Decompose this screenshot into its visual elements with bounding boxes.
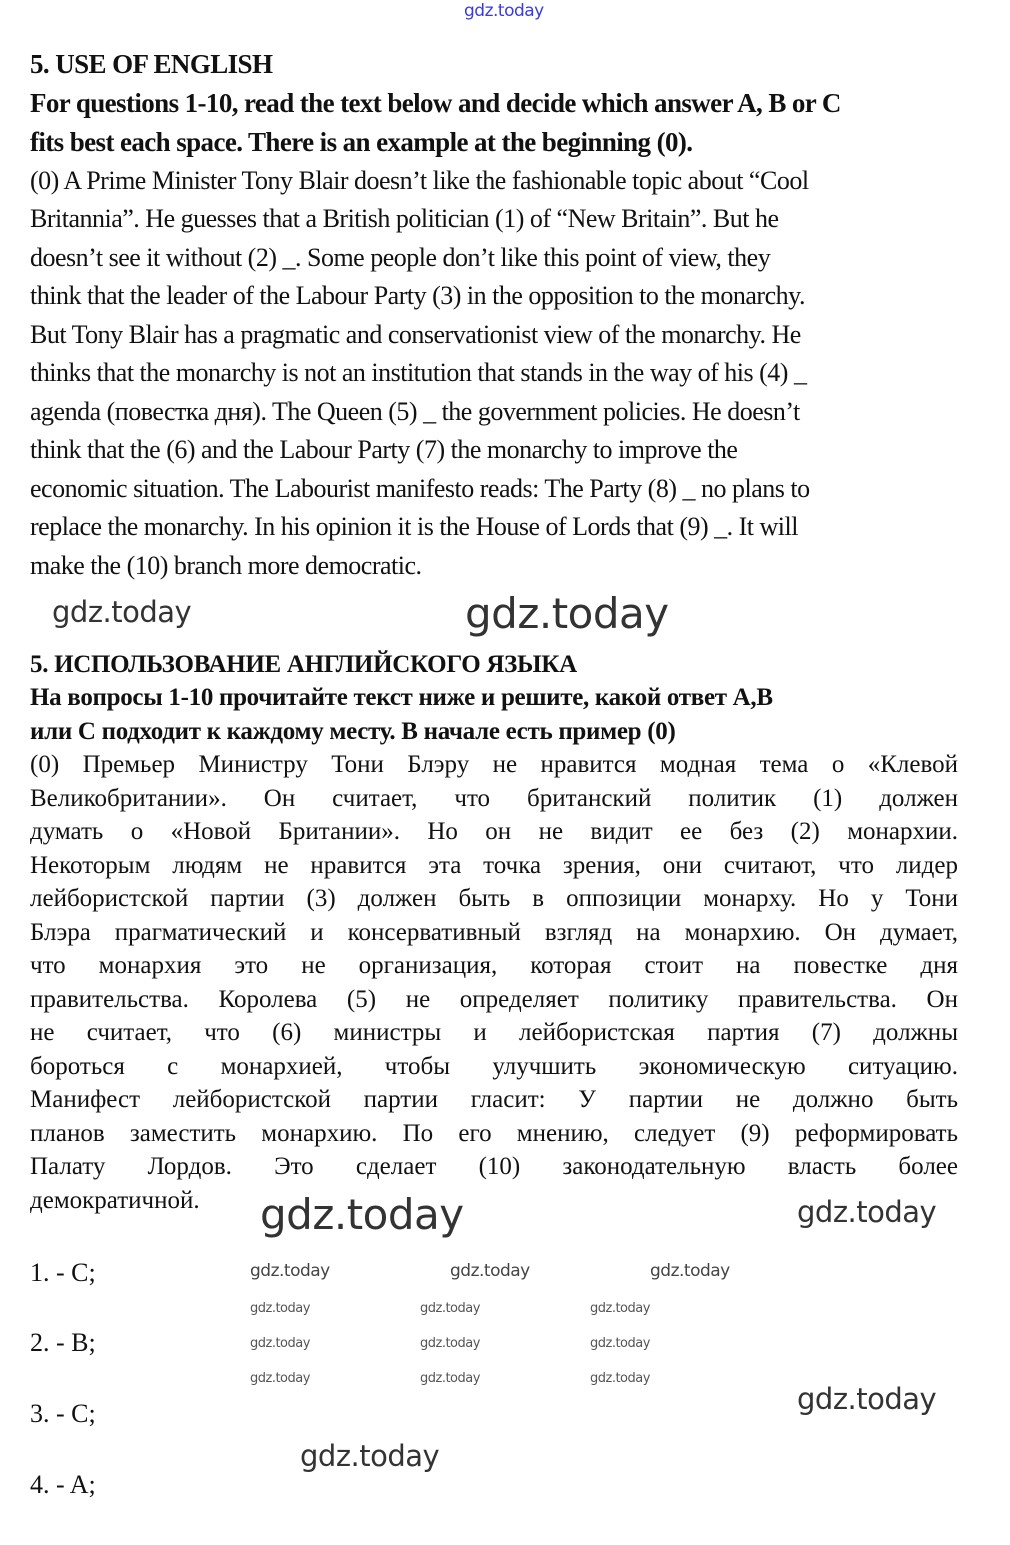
- watermark: gdz.today: [465, 589, 669, 638]
- watermark: gdz.today: [590, 1301, 650, 1316]
- russian-instructions-line: На вопросы 1-10 прочитайте текст ниже и решите, какой ответ А,В: [30, 684, 773, 711]
- text-line: Великобритании». Он считает, что британский политик (1) должен: [30, 785, 958, 812]
- russian-title: 5. ИСПОЛЬЗОВАНИЕ АНГЛИЙСКОГО ЯЗЫКА: [30, 651, 577, 678]
- text-line: лейбористской партии (3) должен быть в оппозиции монарху. Но у Тони: [30, 885, 958, 912]
- text-line: бороться с монархией, чтобы улучшить экономическую ситуацию.: [30, 1053, 958, 1080]
- watermark-top: gdz.today: [464, 1, 544, 21]
- watermark: gdz.today: [420, 1336, 480, 1351]
- text-line: But Tony Blair has a pragmatic and conservationist view of the monarchy. He: [30, 320, 801, 349]
- watermark: gdz.today: [250, 1261, 330, 1281]
- text-line: правительства. Королева (5) не определяет политику правительства. Он: [30, 986, 958, 1013]
- english-instructions-line: fits best each space. There is an example at the beginning (0).: [30, 127, 693, 157]
- watermark: gdz.today: [250, 1336, 310, 1351]
- english-instructions-line: For questions 1-10, read the text below and decide which answer A, B or C: [30, 88, 841, 118]
- text-line: replace the monarchy. In his opinion it is the House of Lords that (9) _. It will: [30, 512, 798, 541]
- text-line: make the (10) branch more democratic.: [30, 551, 422, 580]
- watermark: gdz.today: [300, 1439, 440, 1473]
- answer-item: 3. - C;: [30, 1399, 96, 1428]
- text-line: think that the (6) and the Labour Party (7) the monarchy to improve the: [30, 435, 738, 464]
- russian-instructions-line: или С подходит к каждому месту. В начале есть пример (0): [30, 718, 676, 745]
- text-line: thinks that the monarchy is not an institution that stands in the way of his (4) _: [30, 358, 807, 387]
- watermark: gdz.today: [52, 595, 192, 629]
- watermark: gdz.today: [420, 1371, 480, 1386]
- text-line: Манифест лейбористской партии гласит: У партии не должно быть: [30, 1086, 958, 1113]
- watermark: gdz.today: [250, 1371, 310, 1386]
- text-line: демократичной.: [30, 1187, 200, 1214]
- text-line: не считает, что (6) министры и лейбористская партия (7) должны: [30, 1019, 958, 1046]
- text-line: планов заместить монархию. По его мнению, следует (9) реформировать: [30, 1120, 958, 1147]
- answer-item: 4. - A;: [30, 1470, 96, 1499]
- text-line: Блэра прагматический и консервативный взгляд на монархию. Он думает,: [30, 919, 958, 946]
- text-line: Britannia”. He guesses that a British politician (1) of “New Britain”. But he: [30, 204, 779, 233]
- text-line: Палату Лордов. Это сделает (10) законодательную власть более: [30, 1153, 958, 1180]
- watermark: gdz.today: [450, 1261, 530, 1281]
- watermark: gdz.today: [590, 1371, 650, 1386]
- text-line: think that the leader of the Labour Party (3) in the opposition to the monarchy.: [30, 281, 805, 310]
- watermark: gdz.today: [797, 1382, 937, 1416]
- answer-item: 2. - B;: [30, 1328, 96, 1357]
- text-line: economic situation. The Labourist manifesto reads: The Party (8) _ no plans to: [30, 474, 810, 503]
- english-title: 5. USE OF ENGLISH: [30, 49, 273, 79]
- text-line: doesn’t see it without (2) _. Some people don’t like this point of view, they: [30, 243, 771, 272]
- watermark: gdz.today: [650, 1261, 730, 1281]
- watermark: gdz.today: [260, 1190, 464, 1239]
- answer-item: 1. - C;: [30, 1258, 96, 1287]
- watermark: gdz.today: [590, 1336, 650, 1351]
- text-line: Некоторым людям не нравится эта точка зрения, они считают, что лидер: [30, 852, 958, 879]
- watermark: gdz.today: [420, 1301, 480, 1316]
- text-line: что монархия это не организация, которая стоит на повестке дня: [30, 952, 958, 979]
- text-line: (0) Премьер Министру Тони Блэру не нравится модная тема о «Клевой: [30, 751, 958, 778]
- text-line: думать о «Новой Британии». Но он не видит ее без (2) монархии.: [30, 818, 958, 845]
- watermark: gdz.today: [797, 1195, 937, 1229]
- watermark: gdz.today: [250, 1301, 310, 1316]
- text-line: (0) A Prime Minister Tony Blair doesn’t like the fashionable topic about “Cool: [30, 166, 809, 195]
- text-line: agenda (повестка дня). The Queen (5) _ the government policies. He doesn’t: [30, 397, 800, 426]
